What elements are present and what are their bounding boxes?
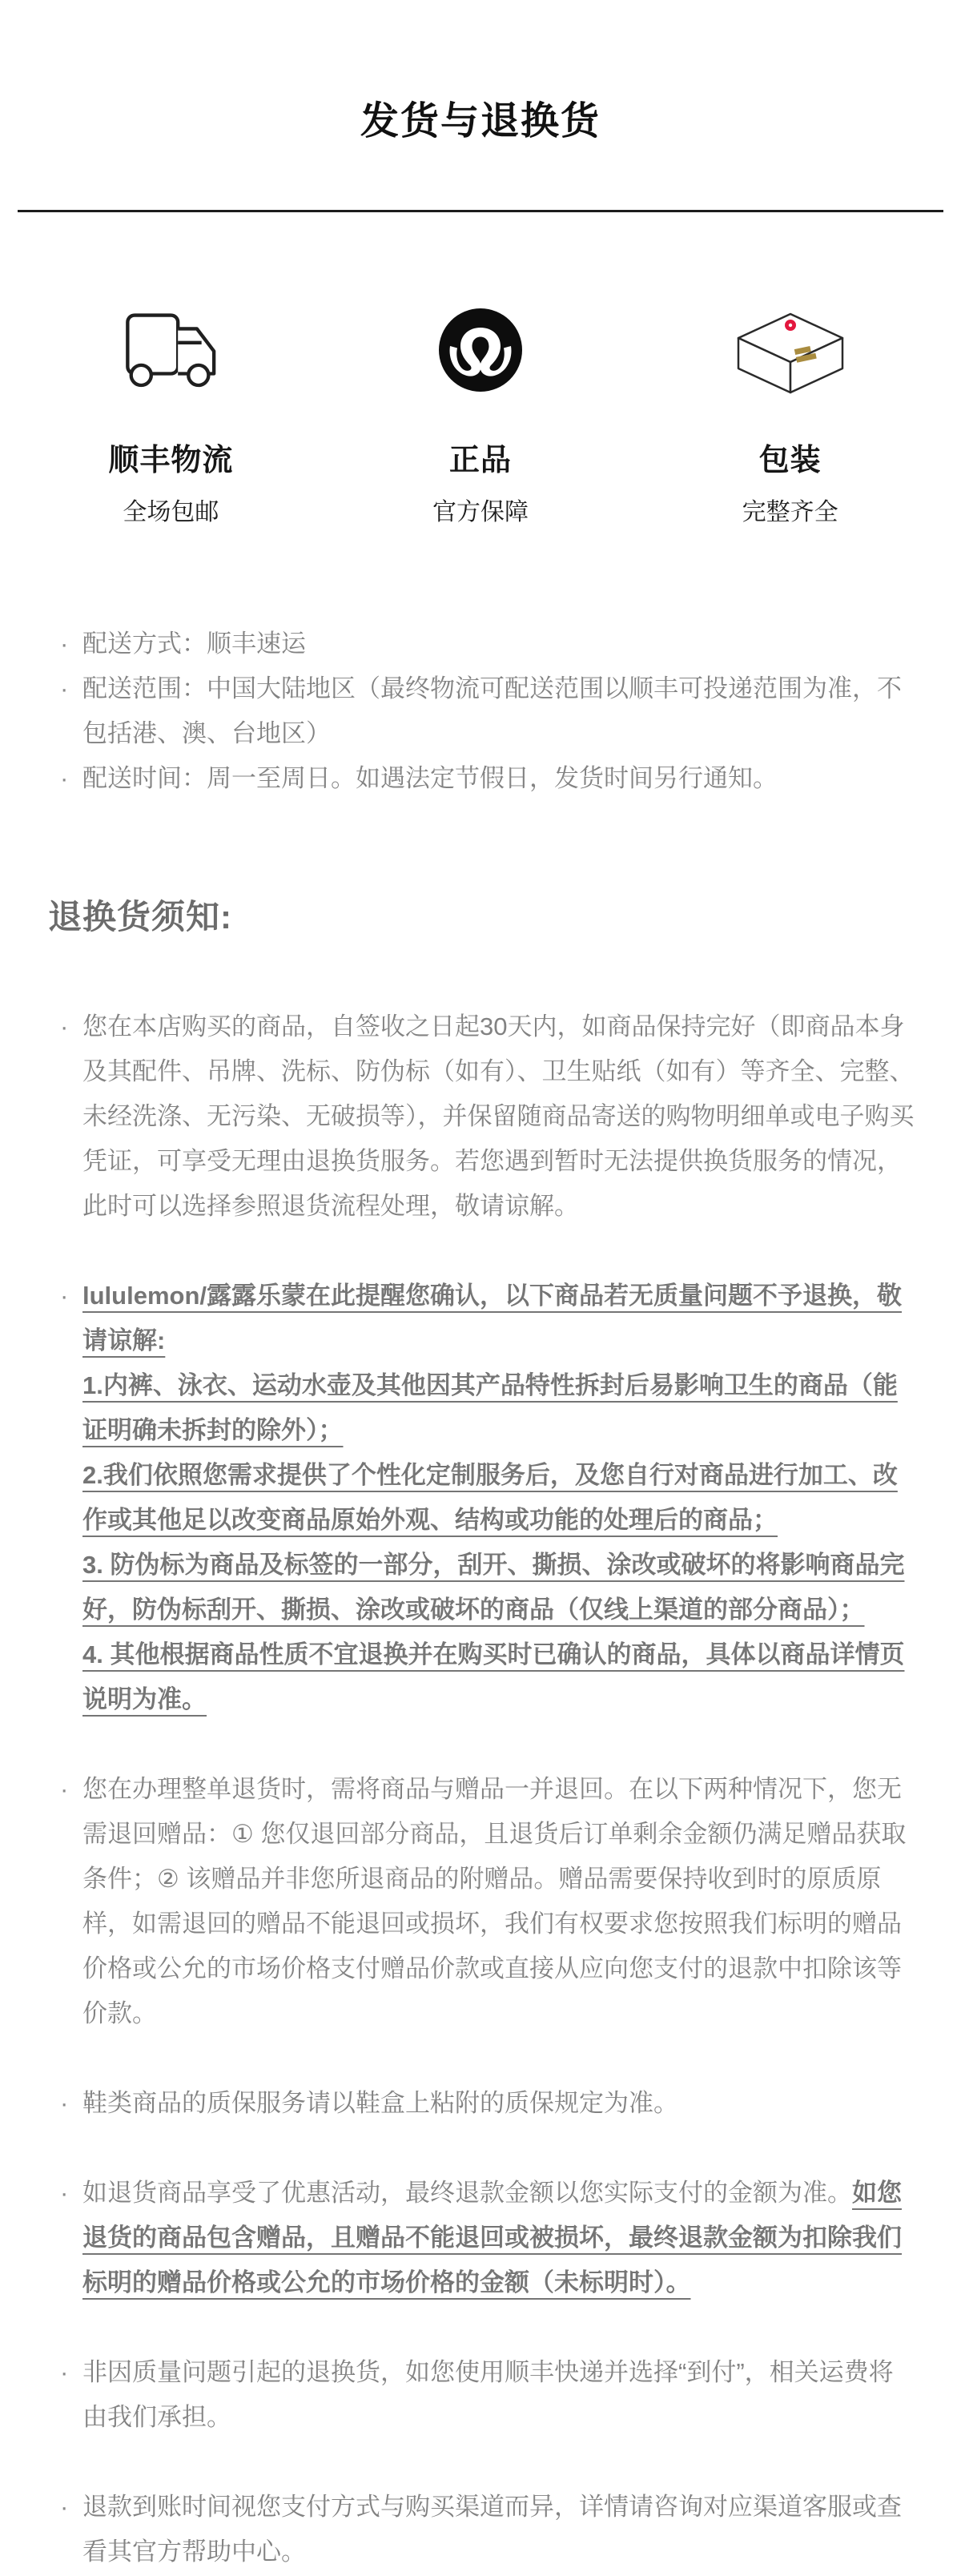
return-policy-list xyxy=(60,1004,915,2574)
list-item: · 配送方式：顺丰速运 xyxy=(60,622,915,666)
divider-line xyxy=(18,210,943,212)
list-item: · 您在本店购买的商品，自签收之日起30天内，如商品保持完好（即商品本身及其配件、吊牌、洗标、防伪标（如有）、卫生贴纸（如有）等齐全、完整、未经洗涤、无污染、无破损等），并保留随商品寄送的购物明细单或电子购买凭证，可享受无理由退换货服务。若您遇到暂时无法提供换货服务的情况，此时可以选择参照退货流程处理，敬请谅解。 xyxy=(60,1004,915,1229)
returns-notice-heading: 退换货须知: xyxy=(48,898,232,936)
feature-sublabel: 完整齐全 xyxy=(742,499,838,525)
page-title: 发货与退换货 xyxy=(360,100,601,143)
list-item: · 鞋类商品的质保服务请以鞋盒上粘附的质保规定为准。 xyxy=(60,2081,915,2126)
feature-row xyxy=(0,305,961,527)
list-item: · lululemon/露露乐蒙在此提醒您确认，以下商品若无质量问题不予退换，敬请谅解: 1.内裤、泳衣、运动水壶及其他因其产品特性拆封后易影响卫生的商品（能证明确未拆封的除外）； 2.我们依照您需求提供了个性化定制服务后，及您自行对商品进行加工、改作或其他足以改变商品原始外观、结构或功能的处理后的商品； 3. 防伪标为商品及标签的一部分，刮开、撕损、涂改或破坏的将影响商品完好，防伪标刮开、撕损、涂改或破坏的商品（仅线上渠道的部分商品）； 4. 其他根据商品性质不宜退换并在购买时已确认的商品，具体以商品详情页说明为准。 xyxy=(60,1274,915,1722)
list-item: · 非因质量问题引起的退换货，如您使用顺丰快递并选择“到付”，相关运费将由我们承担。 xyxy=(60,2350,915,2440)
feature-label: 顺丰物流 xyxy=(108,444,234,477)
feature-label: 包装 xyxy=(758,444,822,477)
list-item: · 配送范围：中国大陆地区（最终物流可配送范围以顺丰可投递范围为准，不包括港、澳、台地区） xyxy=(60,666,915,756)
feature-sublabel: 全场包邮 xyxy=(123,499,219,525)
feature-packaging xyxy=(635,305,945,527)
feature-label: 正品 xyxy=(449,444,513,477)
feature-sublabel: 官方保障 xyxy=(432,499,529,525)
list-item: · 您在办理整单退货时，需将商品与赠品一并退回。在以下两种情况下，您无需退回赠品：① 您仅退回部分商品，且退货后订单剩余金额仍满足赠品获取条件；② 该赠品并非您所退商品的附赠品。赠品需要保持收到时的原质原样，如需退回的赠品不能退回或损坏，我们有权要求您按照我们标明的赠品价格或公允的市场价格支付赠品价款或直接从应向您支付的退款中扣除该等价款。 xyxy=(60,1767,915,2036)
feature-shipping xyxy=(16,305,326,527)
list-item: · 如退货商品享受了优惠活动，最终退款金额以您实际支付的金额为准。如您退货的商品包含赠品，且赠品不能退回或被损坏，最终退款金额为扣除我们标明的赠品价格或公允的市场价格的金额（未标明时）。 xyxy=(60,2171,915,2305)
feature-authentic xyxy=(326,305,636,527)
truck-icon xyxy=(16,305,326,395)
package-box-icon xyxy=(635,305,945,395)
lululemon-logo-icon xyxy=(326,305,636,395)
shipping-info-list xyxy=(60,622,915,801)
list-item: · 配送时间：周一至周日。如遇法定节假日，发货时间另行通知。 xyxy=(60,756,915,801)
list-item: · 退款到账时间视您支付方式与购买渠道而异，详情请咨询对应渠道客服或查看其官方帮助中心。 xyxy=(60,2485,915,2574)
